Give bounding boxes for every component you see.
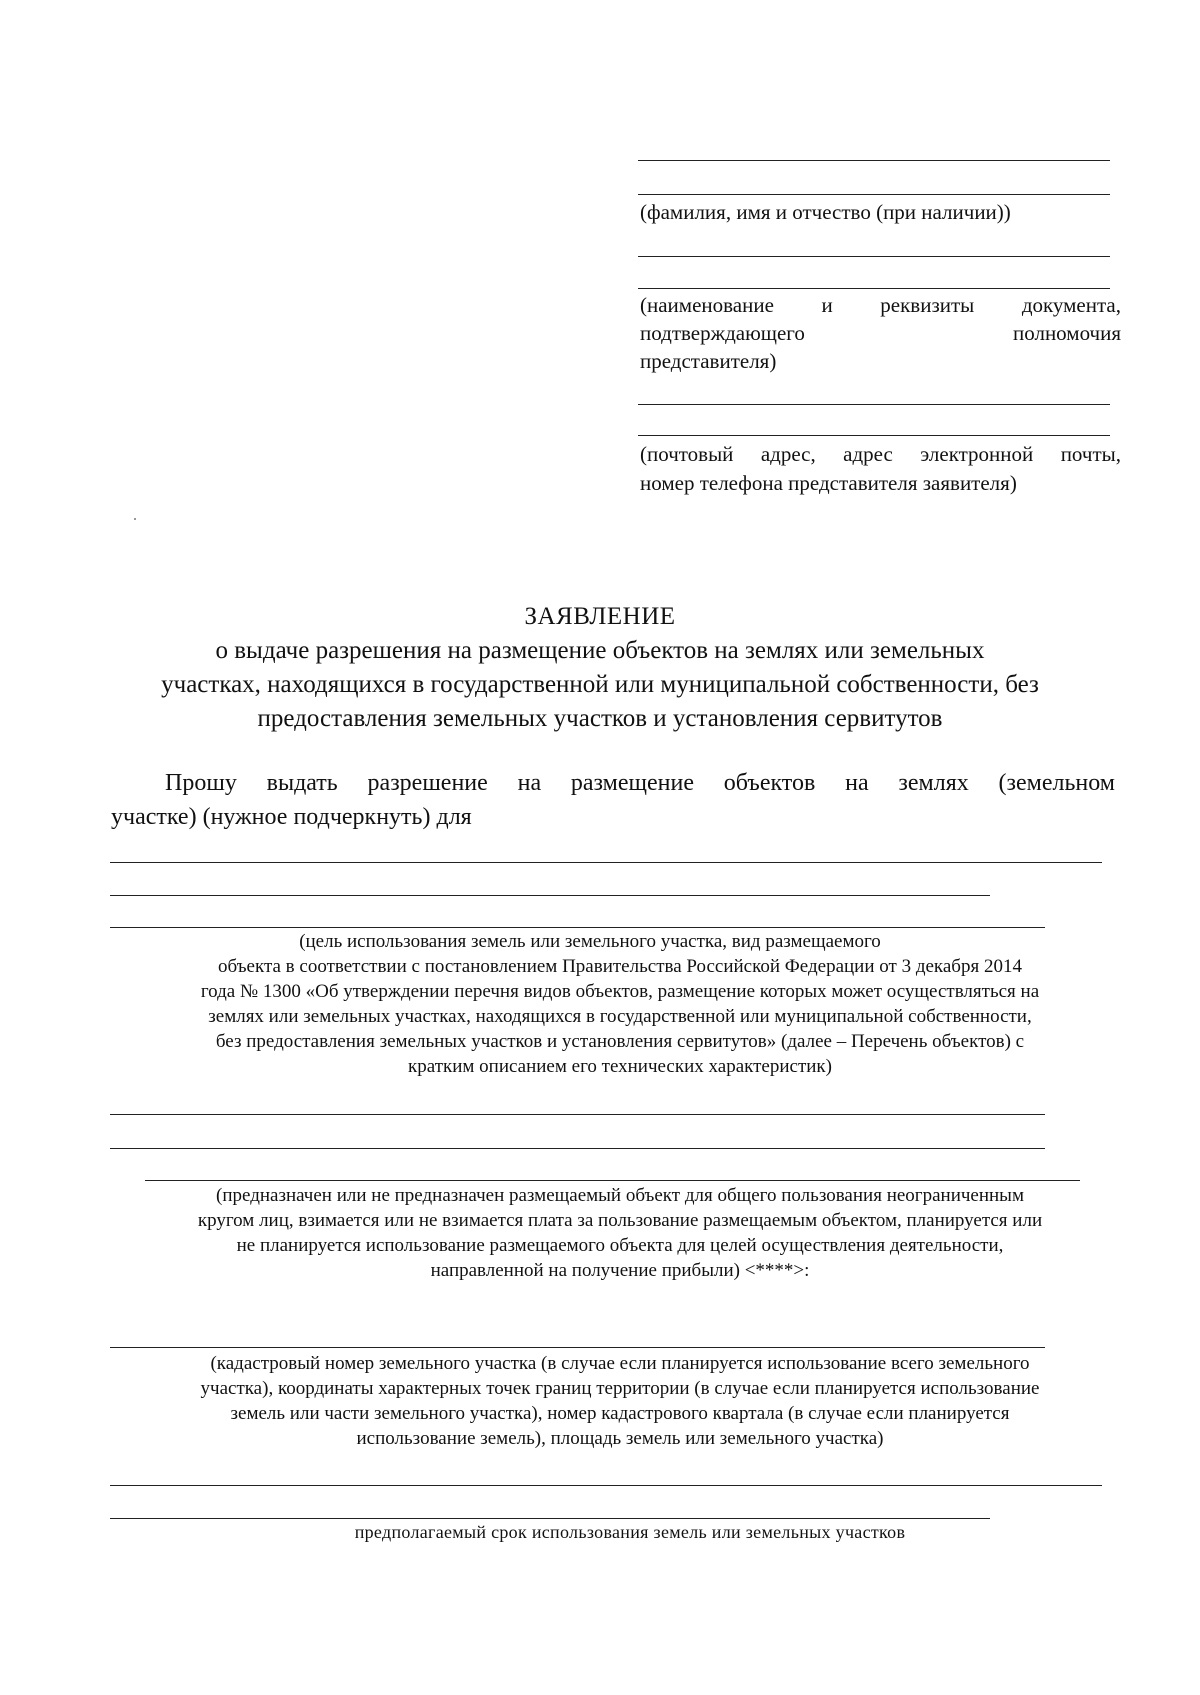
contact-caption-line2: номер телефона представителя заявителя) — [640, 471, 1017, 495]
cadastral-caption-1: (кадастровый номер земельного участка (в случае если планируется использование всего земельного — [210, 1353, 1030, 1374]
purpose-caption-6: кратким описанием его технических характеристик) — [408, 1056, 832, 1077]
document-title: ЗАЯВЛЕНИЕ — [524, 603, 676, 630]
term-line-1[interactable] — [110, 1485, 1102, 1486]
cadastral-caption-4: использование земель), площадь земель или земельного участка) — [356, 1428, 884, 1449]
document-caption-line1: (наименование и реквизиты документа, — [640, 293, 1121, 317]
name-line-2[interactable] — [638, 194, 1110, 195]
purpose-line-2[interactable] — [110, 895, 990, 896]
purpose-caption-5: без предоставления земельных участков и установления сервитутов» (далее – Перечень объектов) с — [215, 1031, 1025, 1052]
purpose-line-3[interactable] — [110, 927, 1045, 928]
cadastral-caption-2: участка), координаты характерных точек границ территории (в случае если планируется использование — [200, 1378, 1040, 1399]
request-line-1: Прошу выдать разрешение на размещение объектов на землях (земельном — [165, 770, 1115, 796]
document-line-1[interactable] — [638, 256, 1110, 257]
contact-line-2[interactable] — [638, 435, 1110, 436]
use-line-1[interactable] — [110, 1114, 1045, 1115]
contact-caption-line1: (почтовый адрес, адрес электронной почты, — [640, 442, 1121, 466]
request-line-2: участке) (нужное подчеркнуть) для — [111, 804, 472, 830]
document-line-2[interactable] — [638, 288, 1110, 289]
purpose-caption-3: года № 1300 «Об утверждении перечня видов объектов, размещение которых может осуществляться на — [200, 981, 1040, 1002]
use-caption-3: не планируется использование размещаемого объекта для целей осуществления деятельности, — [236, 1235, 1004, 1256]
use-caption-2: кругом лиц, взимается или не взимается плата за пользование размещаемым объектом, планируется или — [197, 1210, 1043, 1231]
use-caption-1: (предназначен или не предназначен размещаемый объект для общего пользования неограниченным — [216, 1185, 1024, 1206]
title-subline-2: участках, находящихся в государственной или муниципальной собственности, без — [161, 671, 1039, 698]
purpose-caption-4: землях или земельных участках, находящихся в государственной или муниципальной собственности, — [208, 1006, 1032, 1027]
cadastral-line[interactable] — [110, 1347, 1045, 1348]
term-caption: предполагаемый срок использования земель или земельных участков — [354, 1522, 906, 1542]
title-subline-3: предоставления земельных участков и установления сервитутов — [257, 705, 943, 732]
use-line-2[interactable] — [110, 1148, 1045, 1149]
document-caption-line2: подтверждающего полномочия — [640, 321, 1121, 345]
scan-speck — [134, 518, 136, 520]
title-subline-1: о выдаче разрешения на размещение объектов на землях или земельных — [215, 637, 985, 664]
use-caption-4: направленной на получение прибыли) <****>: — [430, 1260, 810, 1281]
term-line-2[interactable] — [110, 1518, 990, 1519]
contact-line-1[interactable] — [638, 404, 1110, 405]
purpose-line-1[interactable] — [110, 862, 1102, 863]
purpose-caption-1: (цель использования земель или земельного участка, вид размещаемого — [299, 931, 881, 952]
cadastral-caption-3: земель или части земельного участка), номер кадастрового квартала (в случае если планируется — [230, 1403, 1010, 1424]
name-caption: (фамилия, имя и отчество (при наличии)) — [640, 200, 1011, 224]
document-caption-line3: представителя) — [640, 349, 777, 373]
use-line-3[interactable] — [145, 1180, 1080, 1181]
purpose-caption-2: объекта в соответствии с постановлением Правительства Российской Федерации от 3 декабря 2014 — [218, 956, 1022, 977]
name-line-1[interactable] — [638, 160, 1110, 161]
